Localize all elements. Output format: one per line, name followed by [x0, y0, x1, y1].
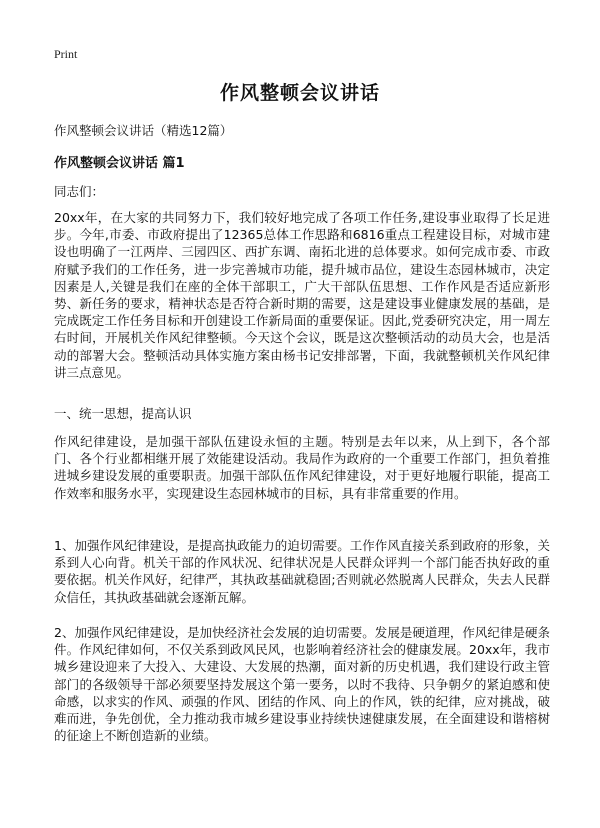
greeting-line: 同志们： — [54, 184, 105, 199]
print-link[interactable]: Print — [54, 47, 78, 61]
paragraph-discipline-building: 作风纪律建设，是加强干部队伍建设永恒的主题。特别是去年以来，从上到下，各个部门、各个行业都相继开展了效能建设活动。我局作为政府的一个重要工作部门，担负着推进城乡建设发展的重要职责。加强干部队伍作风纪律建设，对于更好地履行职能，提高工作效率和服务水平，实现建设生态园林城市的目标，具有非常重要的作用。 — [54, 434, 550, 501]
paragraph-intro: 20xx年，在大家的共同努力下，我们较好地完成了各项工作任务,建设事业取得了长足进步。今年,市委、市政府提出了12365总体工作思路和6816重点工程建设目标，对城市建设也明确了一江两岸、三园四区、西扩东调、南拓北进的总体要求。如何完成市委、市政府赋予我们的工作任务，进一步完善城市功能，提升城市品位，建设生态园林城市，决定因素是人,关键是我们在座的全体干部职工，广大干部队伍思想、工作作风是否适应新形势、新任务的要求，精神状态是否符合新时期的需要，这是建设事业健康发展的基础，是完成既定工作任务目标和开创建设工作新局面的重要保证。因此,党委研究决定，用一周左右时间，开展机关作风纪律整顿。今天这个会议，既是这次整顿活动的动员大会，也是活动的部署大会。整顿活动具体实施方案由杨书记安排部署，下面，我就整顿机关作风纪律讲三点意见。 — [54, 210, 550, 380]
document-subtitle: 作风整顿会议讲话（精选12篇） — [54, 123, 233, 138]
section-title: 作风整顿会议讲话 篇1 — [54, 156, 185, 171]
heading-unify-thinking: 一、统一思想，提高认识 — [54, 406, 192, 421]
paragraph-economic-development: 2、加强作风纪律建设，是加快经济社会发展的迫切需要。发展是硬道理，作风纪律是硬条件。作风纪律如何，不仅关系到政风民风，也影响着经济社会的健康发展。20xx年，我市城乡建设迎来了大投入、大建设、大发展的热潮，面对新的历史机遇，我们建设行政主管部门的各级领导干部必须要坚持发展这个第一要务，以时不我待、只争朝夕的紧迫感和使命感，以求实的作风、顽强的作风、团结的作风、向上的作风，铁的纪律，应对挑战，破难而进，争先创优，全力推动我市城乡建设事业持续快速健康发展，在全面建设和谐榕树的征途上不断创造新的业绩。 — [54, 625, 550, 744]
page-title: 作风整顿会议讲话 — [219, 82, 380, 104]
paragraph-governance-capacity: 1、加强作风纪律建设，是提高执政能力的迫切需要。工作作风直接关系到政府的形象，关系到人心向背。机关干部的作风状况、纪律状况是人民群众评判一个部门能否执好政的重要依据。机关作风好，纪律严，其执政基础就稳固;否则就必然脱离人民群众，失去人民群众信任，其执政基础就会逐渐瓦解。 — [54, 538, 550, 605]
